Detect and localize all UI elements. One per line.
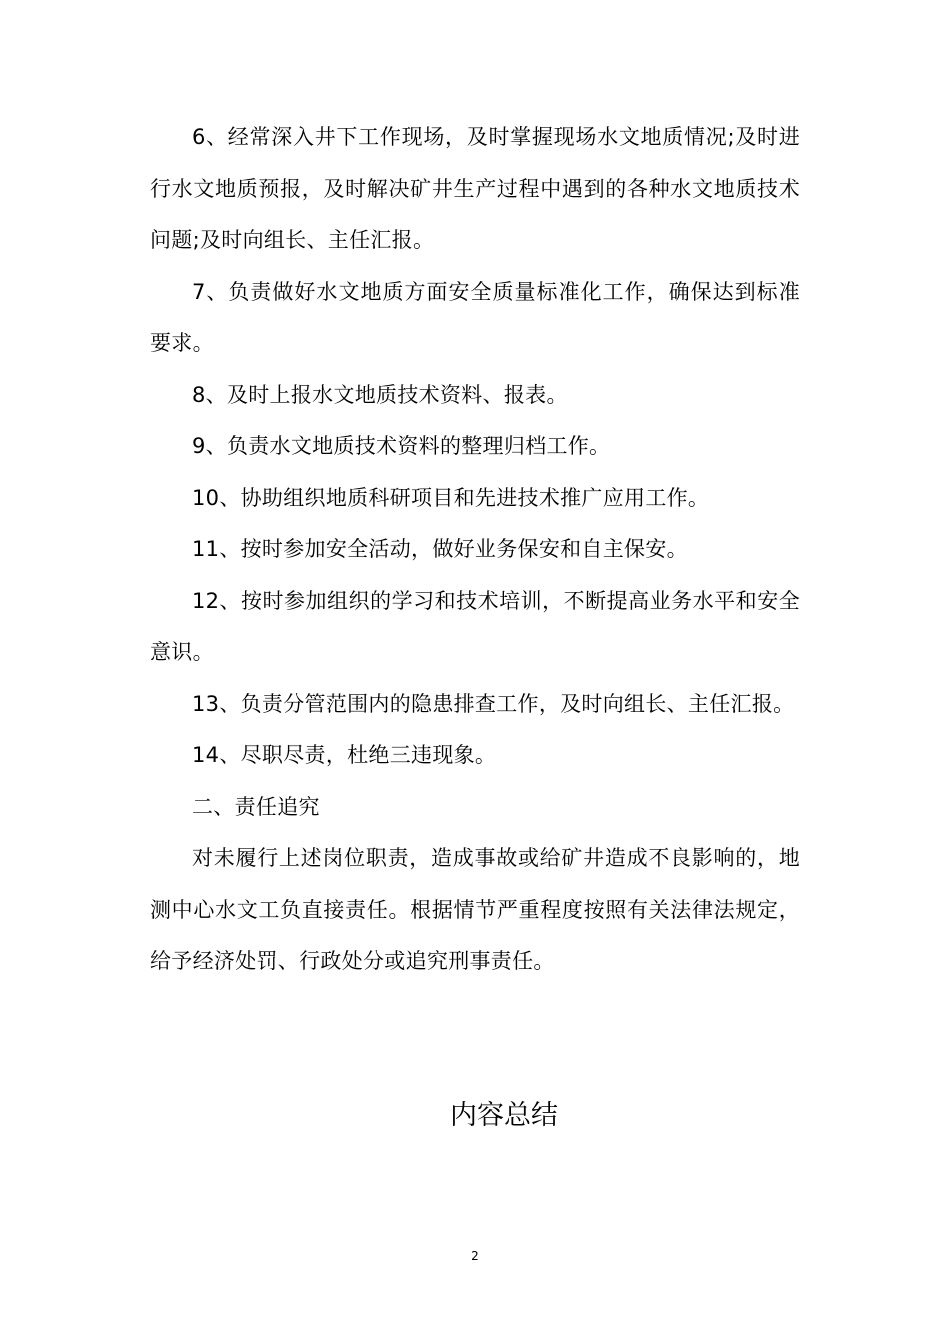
paragraph-item-6: 6、经常深入井下工作现场，及时掌握现场水文地质情况;及时进行水文地质预报，及时解决矿井生产过程中遇到的各种水文地质技术问题;及时向组长、主任汇报。 (150, 125, 800, 252)
section-heading-responsibility: 二、责任追究 (192, 794, 320, 819)
paragraph-item-7: 7、负责做好水文地质方面安全质量标准化工作，确保达到标准要求。 (150, 279, 800, 355)
paragraph-item-12: 12、按时参加组织的学习和技术培训，不断提高业务水平和安全意识。 (150, 588, 800, 664)
paragraph-accountability: 对未履行上述岗位职责，造成事故或给矿井造成不良影响的，地测中心水文工负直接责任。根据情节严重程度按照有关法律法规定，给予经济处罚、行政处分或追究刑事责任。 (150, 846, 800, 973)
paragraph-item-10: 10、协助组织地质科研项目和先进技术推广应用工作。 (192, 485, 710, 510)
paragraph-item-9: 9、负责水文地质技术资料的整理归档工作。 (192, 434, 611, 458)
document-body (150, 112, 800, 988)
paragraph-item-11: 11、按时参加安全活动，做好业务保安和自主保安。 (192, 537, 688, 561)
paragraph-item-8: 8、及时上报水文地质技术资料、报表。 (192, 382, 568, 407)
summary-title: 内容总结 (450, 1100, 558, 1131)
paragraph-item-14: 14、尽职尽责，杜绝三违现象。 (192, 743, 497, 767)
page-number: 2 (471, 1249, 479, 1263)
paragraph-item-13: 13、负责分管范围内的隐患排查工作，及时向组长、主任汇报。 (192, 691, 795, 716)
